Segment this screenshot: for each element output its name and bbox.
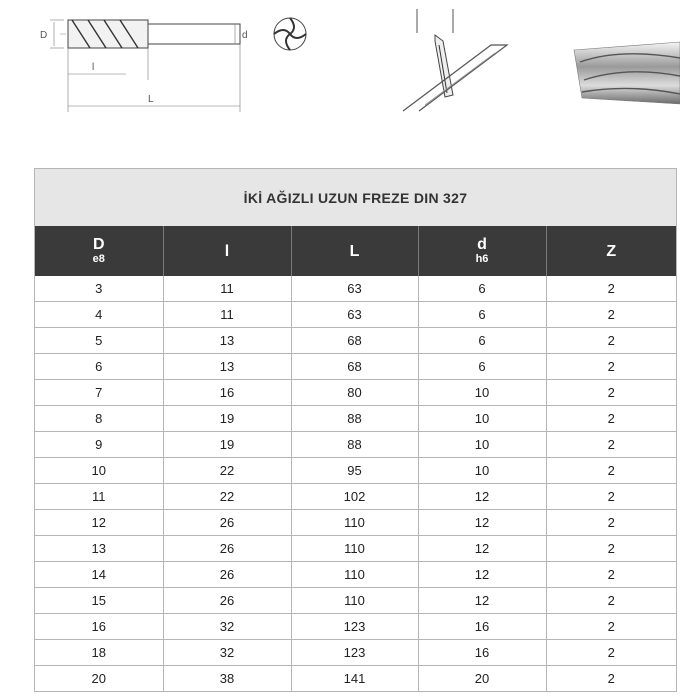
- table-cell: 2: [546, 588, 676, 614]
- table-cell: 2: [546, 666, 676, 692]
- table-cell: 2: [546, 562, 676, 588]
- table-cell: 141: [291, 666, 418, 692]
- end-mill-photo: [570, 40, 680, 120]
- milling-operation-sketch: [395, 5, 515, 115]
- table-cell: 6: [418, 328, 546, 354]
- table-header-row: [35, 226, 676, 276]
- table-cell: 2: [546, 354, 676, 380]
- column-header-main: D: [92, 236, 105, 253]
- table-row: [35, 666, 676, 692]
- table-cell: 68: [291, 354, 418, 380]
- table-row: [35, 536, 676, 562]
- table-cell: 26: [163, 536, 291, 562]
- table-cell: 26: [163, 588, 291, 614]
- table-cell: 88: [291, 432, 418, 458]
- table-cell: 13: [163, 328, 291, 354]
- column-header-main: l: [224, 242, 230, 260]
- table-row: [35, 510, 676, 536]
- table-cell: 88: [291, 406, 418, 432]
- table-cell: 2: [546, 510, 676, 536]
- column-header-main: Z: [606, 242, 617, 260]
- table-row: [35, 406, 676, 432]
- table-cell: 20: [35, 666, 163, 692]
- table-cell: 22: [163, 458, 291, 484]
- column-header-D: [35, 226, 163, 276]
- end-mill-dimension-drawing: [30, 8, 300, 128]
- table-cell: 95: [291, 458, 418, 484]
- table-row: [35, 328, 676, 354]
- dimension-d-label: d: [242, 30, 248, 41]
- table-cell: 5: [35, 328, 163, 354]
- table-cell: 110: [291, 510, 418, 536]
- end-view-icon: [268, 12, 312, 56]
- table-cell: 11: [163, 276, 291, 302]
- table-row: [35, 562, 676, 588]
- table-cell: 6: [35, 354, 163, 380]
- column-header-main: L: [349, 242, 360, 260]
- table-cell: 9: [35, 432, 163, 458]
- table-cell: 2: [546, 406, 676, 432]
- table-cell: 14: [35, 562, 163, 588]
- table-cell: 110: [291, 562, 418, 588]
- table-cell: 32: [163, 640, 291, 666]
- table-cell: 2: [546, 432, 676, 458]
- table-cell: 15: [35, 588, 163, 614]
- table-cell: 12: [418, 588, 546, 614]
- table-cell: 18: [35, 640, 163, 666]
- specification-table: [35, 226, 676, 692]
- table-cell: 4: [35, 302, 163, 328]
- table-cell: 22: [163, 484, 291, 510]
- table-cell: 26: [163, 510, 291, 536]
- table-cell: 10: [418, 432, 546, 458]
- illustration-strip: [0, 0, 700, 160]
- table-row: [35, 380, 676, 406]
- table-cell: 6: [418, 354, 546, 380]
- table-row: [35, 354, 676, 380]
- table-cell: 6: [418, 302, 546, 328]
- table-cell: 12: [418, 484, 546, 510]
- table-row: [35, 302, 676, 328]
- table-cell: 68: [291, 328, 418, 354]
- table-cell: 13: [35, 536, 163, 562]
- table-cell: 80: [291, 380, 418, 406]
- table-cell: 3: [35, 276, 163, 302]
- column-header-l: [163, 226, 291, 276]
- table-cell: 16: [35, 614, 163, 640]
- table-row: [35, 614, 676, 640]
- specification-table-container: [34, 168, 677, 692]
- table-cell: 38: [163, 666, 291, 692]
- table-cell: 2: [546, 380, 676, 406]
- table-row: [35, 484, 676, 510]
- table-cell: 20: [418, 666, 546, 692]
- table-cell: 10: [418, 380, 546, 406]
- column-header-tolerance: e8: [92, 253, 105, 265]
- table-cell: 12: [418, 536, 546, 562]
- dimension-l-label: l: [92, 62, 95, 73]
- table-cell: 19: [163, 432, 291, 458]
- table-cell: 32: [163, 614, 291, 640]
- table-cell: 123: [291, 640, 418, 666]
- table-row: [35, 588, 676, 614]
- table-cell: 6: [418, 276, 546, 302]
- table-cell: 110: [291, 588, 418, 614]
- table-cell: 12: [418, 562, 546, 588]
- table-row: [35, 640, 676, 666]
- table-cell: 8: [35, 406, 163, 432]
- table-cell: 10: [418, 406, 546, 432]
- table-cell: 2: [546, 276, 676, 302]
- column-header-d: [418, 226, 546, 276]
- table-cell: 2: [546, 536, 676, 562]
- table-cell: 19: [163, 406, 291, 432]
- table-cell: 26: [163, 562, 291, 588]
- table-cell: 12: [35, 510, 163, 536]
- table-cell: 2: [546, 640, 676, 666]
- column-header-tolerance: h6: [475, 253, 489, 265]
- table-cell: 16: [163, 380, 291, 406]
- table-cell: 2: [546, 328, 676, 354]
- table-row: [35, 276, 676, 302]
- column-header-Z: [546, 226, 676, 276]
- table-cell: 16: [418, 614, 546, 640]
- table-row: [35, 432, 676, 458]
- table-row: [35, 458, 676, 484]
- table-cell: 10: [418, 458, 546, 484]
- dimension-D-label: D: [40, 30, 48, 41]
- table-cell: 11: [35, 484, 163, 510]
- table-cell: 2: [546, 302, 676, 328]
- table-cell: 2: [546, 614, 676, 640]
- table-cell: 102: [291, 484, 418, 510]
- table-cell: 13: [163, 354, 291, 380]
- table-cell: 123: [291, 614, 418, 640]
- table-cell: 12: [418, 510, 546, 536]
- table-cell: 2: [546, 458, 676, 484]
- table-cell: 16: [418, 640, 546, 666]
- column-header-main: d: [477, 236, 487, 253]
- table-cell: 110: [291, 536, 418, 562]
- table-cell: 7: [35, 380, 163, 406]
- table-cell: 2: [546, 484, 676, 510]
- table-cell: 63: [291, 302, 418, 328]
- table-cell: 63: [291, 276, 418, 302]
- table-title: İKİ AĞIZLI UZUN FREZE DIN 327: [35, 168, 676, 226]
- table-cell: 11: [163, 302, 291, 328]
- table-cell: 10: [35, 458, 163, 484]
- column-header-L: [291, 226, 418, 276]
- dimension-L-label: L: [148, 94, 154, 105]
